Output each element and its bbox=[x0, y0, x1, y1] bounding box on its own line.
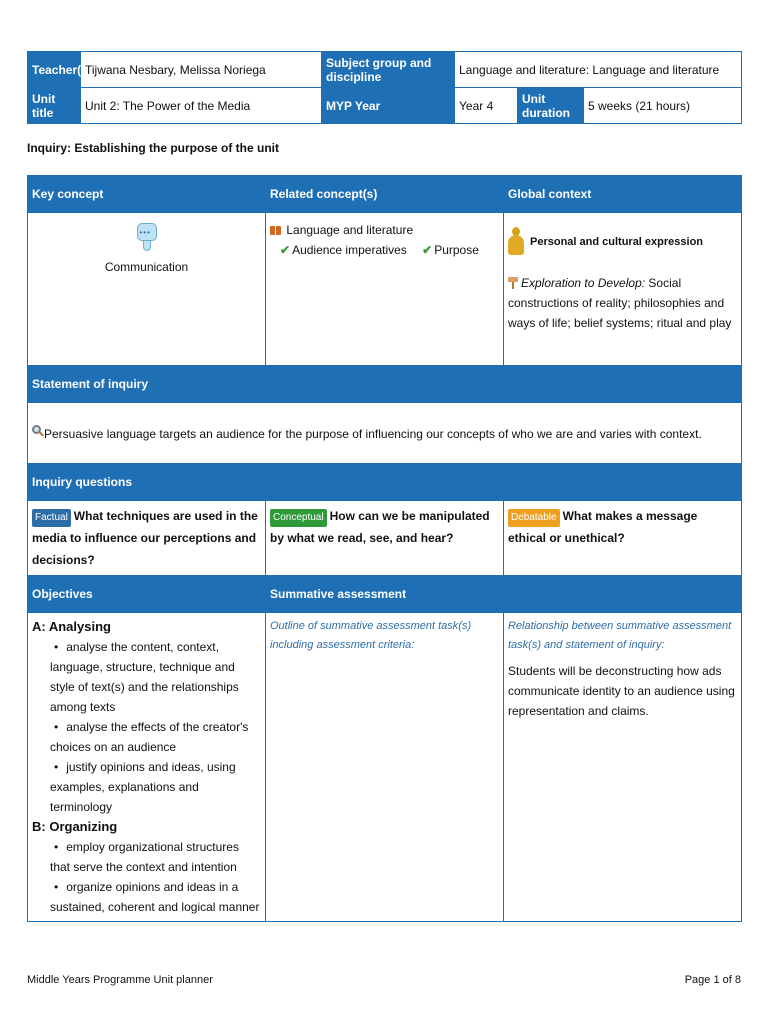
signpost-icon bbox=[508, 275, 518, 289]
objective-item: • employ organizational structures that serve the context and intention bbox=[50, 837, 261, 877]
debatable-question-cell bbox=[504, 501, 742, 576]
speech-bubble-icon: ••• bbox=[137, 223, 157, 253]
unit-title-value: Unit 2: The Power of the Media bbox=[81, 88, 322, 124]
related-subject: Language and literature bbox=[286, 223, 414, 237]
statement-of-inquiry-text: Persuasive language targets an audience for the purpose of influencing our concepts of who we are and varies with context. bbox=[44, 427, 702, 441]
myp-year-value: Year 4 bbox=[455, 88, 518, 124]
book-icon bbox=[270, 226, 281, 235]
footer-page-number: Page 1 of 8 bbox=[684, 974, 741, 986]
global-context-title: Personal and cultural expression bbox=[530, 236, 704, 248]
unit-duration-value: 5 weeks (21 hours) bbox=[584, 88, 742, 124]
objective-item: • organize opinions and ideas in a sustained, coherent and logical manner bbox=[50, 877, 261, 917]
inquiry-questions-header: Inquiry questions bbox=[28, 464, 742, 501]
exploration-text: Social constructions of reality; philosophies and ways of life; belief systems; ritual and play bbox=[508, 276, 732, 330]
global-context-cell bbox=[504, 213, 742, 366]
subject-label: Subject group and discipline bbox=[322, 52, 455, 88]
exploration-label: Exploration to Develop: bbox=[521, 276, 646, 290]
related-concepts-header: Related concept(s) bbox=[266, 176, 504, 213]
related-concept-item: ✔ Audience imperatives bbox=[280, 243, 407, 257]
inquiry-table bbox=[27, 175, 742, 922]
debatable-badge: Debatable bbox=[508, 509, 560, 527]
statement-of-inquiry-header: Statement of inquiry bbox=[28, 366, 742, 403]
unit-duration-label: Unit duration bbox=[518, 88, 584, 124]
teachers-label: Teacher(s) bbox=[28, 52, 81, 88]
buddha-icon bbox=[508, 227, 524, 257]
footer-document-title: Middle Years Programme Unit planner bbox=[27, 974, 213, 986]
myp-year-label: MYP Year bbox=[322, 88, 455, 124]
related-concept-item: ✔ Purpose bbox=[422, 243, 479, 257]
objective-item: • analyse the effects of the creator's choices on an audience bbox=[50, 717, 261, 757]
related-concepts-cell bbox=[266, 213, 504, 366]
key-concept-value: Communication bbox=[104, 260, 189, 274]
objective-b-title: B: Organizing bbox=[32, 819, 118, 834]
statement-of-inquiry-cell bbox=[28, 403, 742, 464]
key-concept-header: Key concept bbox=[28, 176, 266, 213]
checkmark-icon: ✔ bbox=[280, 243, 291, 257]
conceptual-question: How can we be manipulated by what we read, see, and hear? bbox=[270, 509, 490, 545]
magnifier-icon bbox=[32, 425, 44, 437]
factual-badge: Factual bbox=[32, 509, 71, 527]
unit-title-label: Unit title bbox=[28, 88, 81, 124]
conceptual-badge: Conceptual bbox=[270, 509, 327, 527]
conceptual-question-cell bbox=[266, 501, 504, 576]
factual-question-cell bbox=[28, 501, 266, 576]
objective-item: • justify opinions and ideas, using examples, explanations and terminology bbox=[50, 757, 261, 817]
summative-outline-cell bbox=[266, 613, 504, 922]
key-concept-cell bbox=[28, 213, 266, 366]
objective-item: • analyse the content, context, language, structure, technique and style of text(s) and the relationships among texts bbox=[50, 637, 261, 717]
unit-header-table bbox=[27, 51, 742, 124]
debatable-question: What makes a message ethical or unethical? bbox=[508, 509, 698, 545]
summative-relationship-text: Students will be deconstructing how ads communicate identity to an audience using representation and claims. bbox=[508, 664, 735, 718]
teachers-value: Tijwana Nesbary, Melissa Noriega bbox=[81, 52, 322, 88]
summative-outline-prompt: Outline of summative assessment task(s) including assessment criteria: bbox=[270, 620, 472, 651]
summative-relationship-prompt: Relationship between summative assessment task(s) and statement of inquiry: bbox=[508, 620, 732, 651]
checkmark-icon: ✔ bbox=[422, 243, 433, 257]
factual-question: What techniques are used in the media to influence our perceptions and decisions? bbox=[32, 509, 258, 567]
summative-relationship-cell bbox=[504, 613, 742, 922]
objective-a-title: A: Analysing bbox=[32, 619, 111, 634]
subject-value: Language and literature: Language and literature bbox=[455, 52, 742, 88]
global-context-header: Global context bbox=[504, 176, 742, 213]
objectives-cell bbox=[28, 613, 266, 922]
summative-assessment-header: Summative assessment bbox=[266, 576, 742, 613]
inquiry-heading: Inquiry: Establishing the purpose of the unit bbox=[27, 141, 279, 155]
objectives-header: Objectives bbox=[28, 576, 266, 613]
